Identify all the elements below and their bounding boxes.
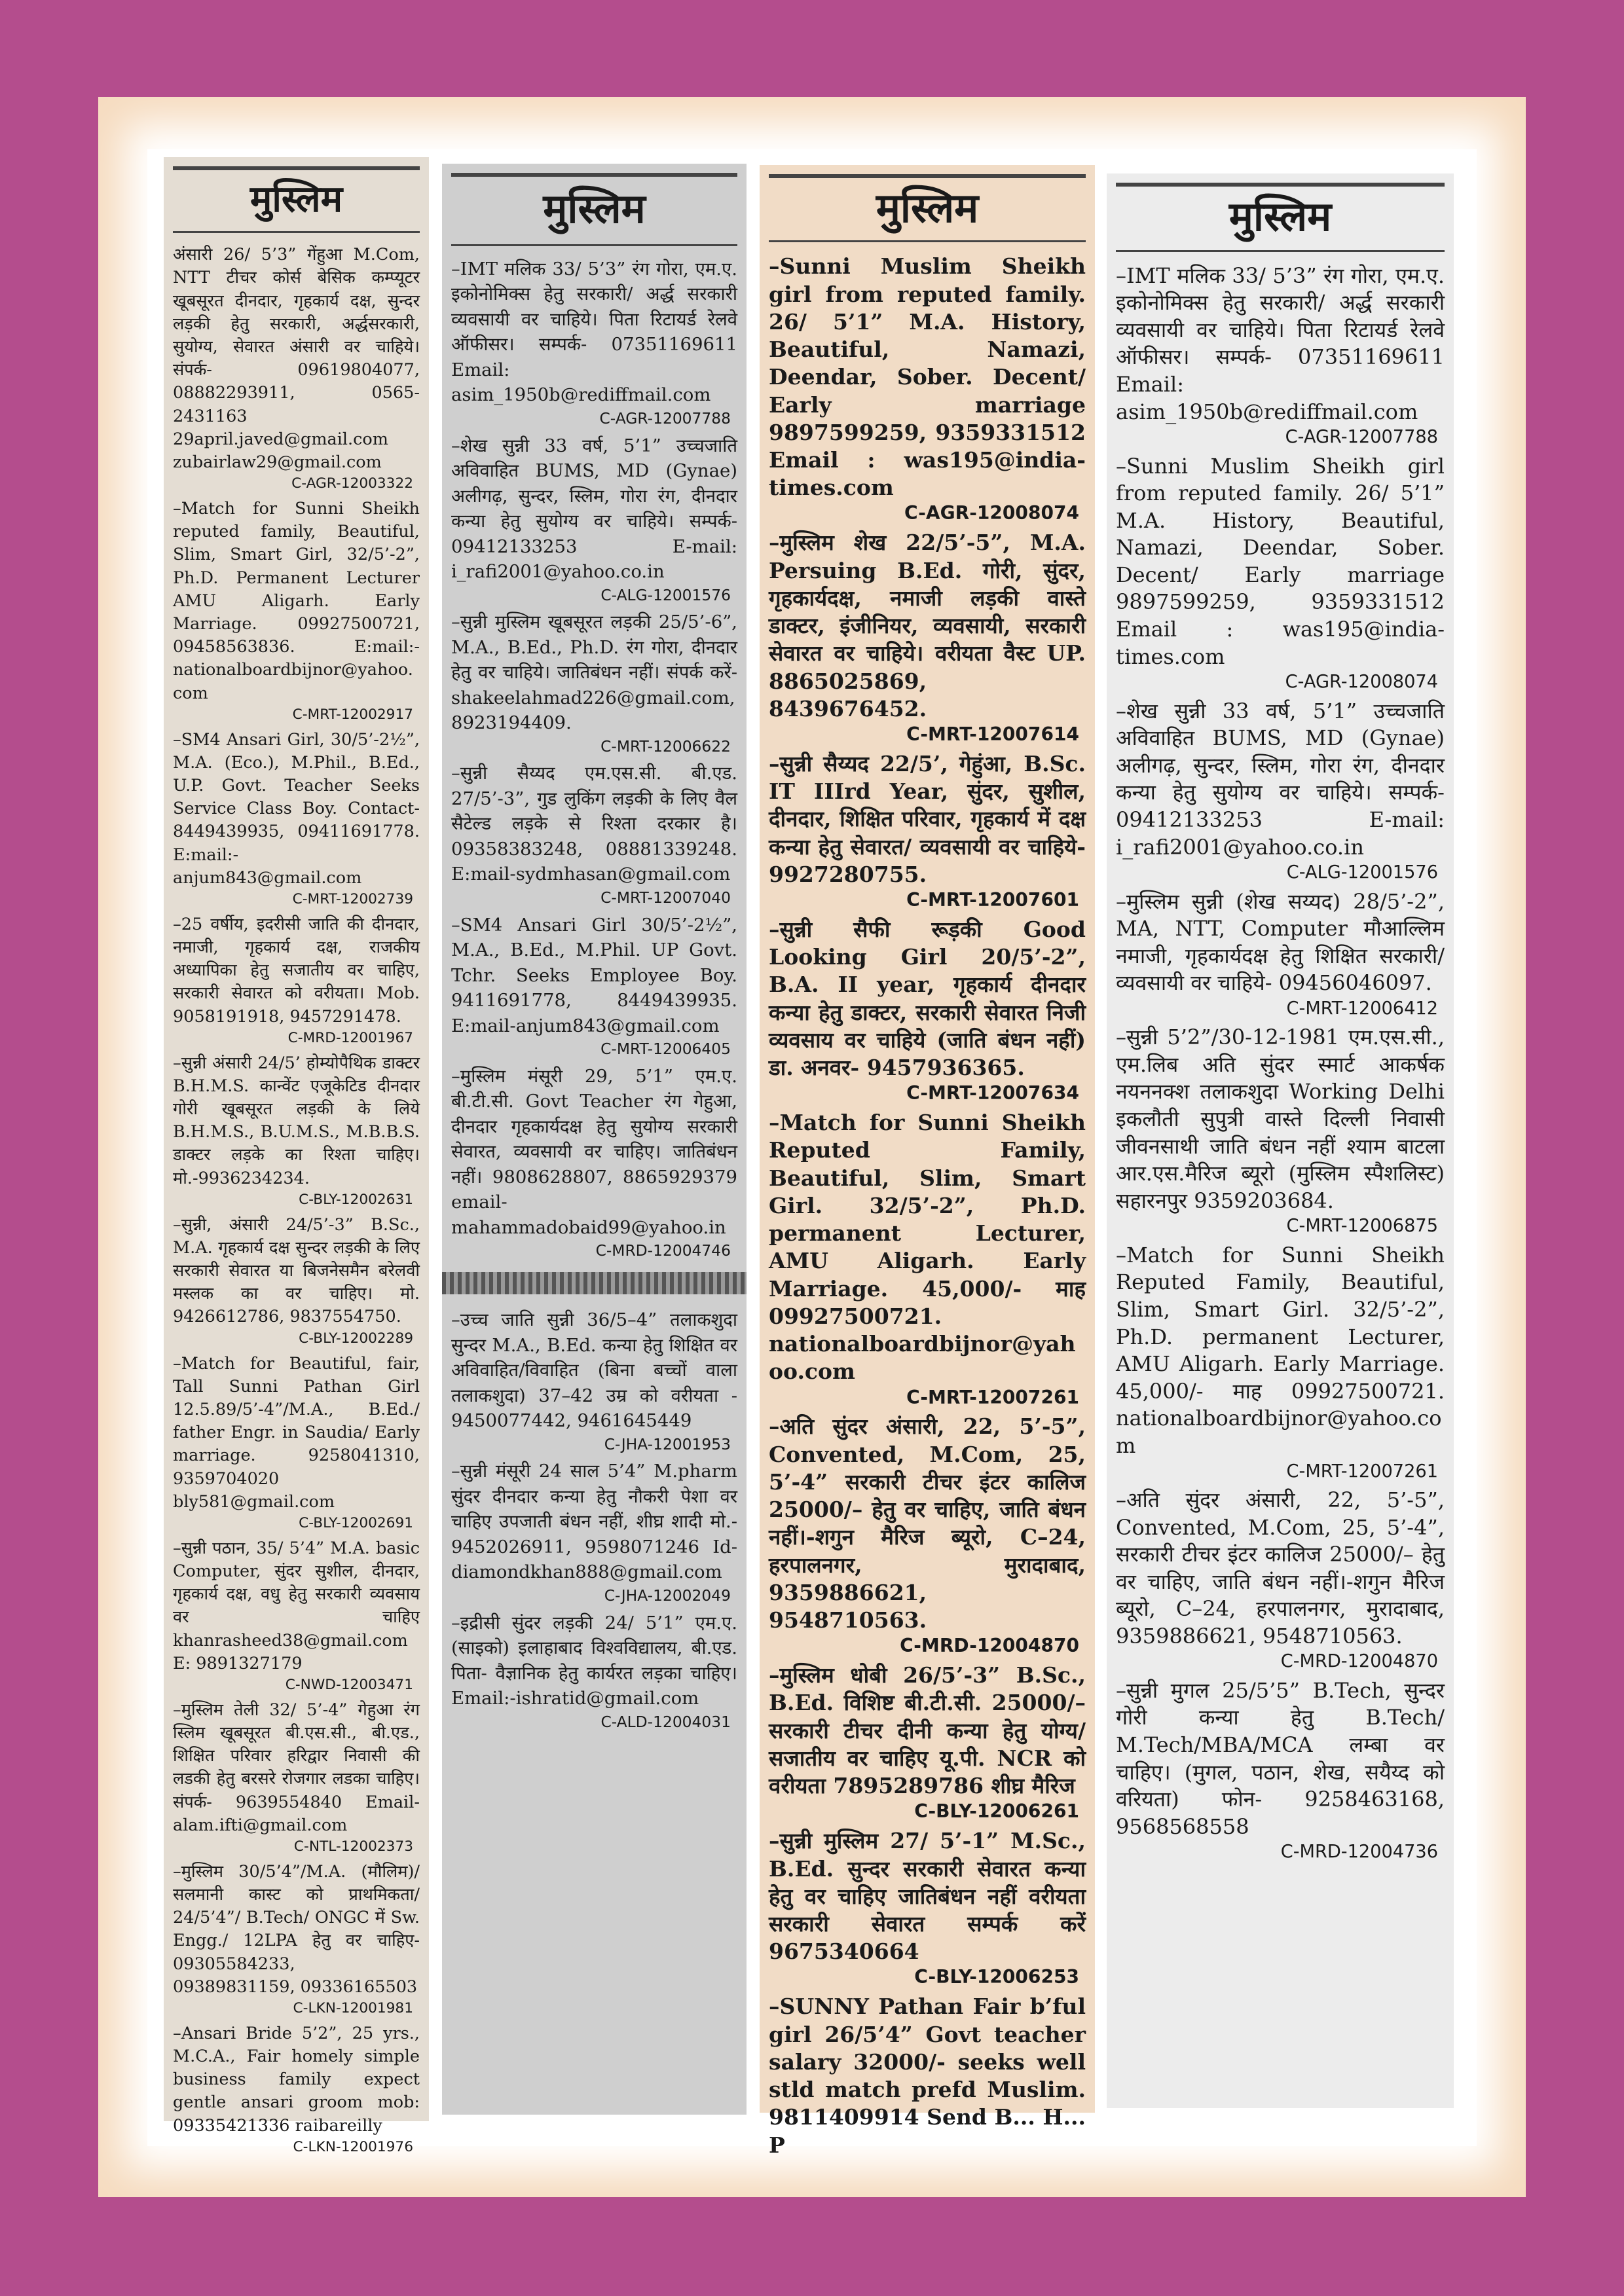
ad-reference-code: C-NTL-12002373 [293, 1838, 413, 1855]
classified-ad: –Ansari Bride 5’2”, 25 yrs., M.C.A., Fair homely simple business family expect gentle ansari groom mob: 09335421336 raibareilly [173, 2023, 420, 2136]
classified-ad: –सुन्नी सैय्यद 22/5’, गेहुंआ, B.Sc. IT IIIrd Year, सुंदर, सुशील, दीनदार, शिक्षित परिवार, गृहकार्य में दक्ष कन्या हेतु सेवारत/ व्यवसायी वर चाहिये- 9927280755. [769, 750, 1086, 887]
classified-ad: –मुस्लिम सुन्नी (शेख सय्यद) 28/5’-2”, MA, NTT, Computer मौआल्लिम नमाजी, गृहकार्यदक्ष हेतु शिक्षित सरकारी/ व्यवसायी वर चाहिये- 09456046097. [1116, 888, 1445, 996]
ad-reference-code: C-MRD-12004736 [1280, 1842, 1438, 1863]
ad-reference-code: C-AGR-12008074 [904, 502, 1079, 524]
ad-reference-code: C-MRT-12007601 [906, 889, 1079, 911]
classified-ad: –इद्रीसी सुंदर लड़की 24/ 5’1” एम.ए. (साइको) इलाहाबाद विश्वविद्यालय, बी.एड. पिता- वैज्ञानिक हेतु कार्यरत लड़का चाहिए। Email:-ishratid@gmail.com [451, 1612, 737, 1709]
classified-ad: –मुस्लिम शेख 22/5’-5”, M.A. Persuing B.Ed. गोरी, सुंदर, गृहकार्यदक्ष, नमाजी लड़की वास्ते डाक्टर, इंजीनियर, व्यवसायी, सरकारी सेवारत वर चाहिये। वरीयता वैस्ट UP. 8865025869, 8439676452. [769, 530, 1086, 721]
column-heading: मुस्लिम [173, 166, 420, 233]
ad-reference-code: C-MRT-12007261 [1286, 1461, 1438, 1482]
classified-ad: –25 वर्षीय, इदरीसी जाति की दीनदार, नमाजी, गृहकार्य दक्ष, राजकीय अध्यापिका हेतु सजातीय वर चाहिए, सरकारी सेवारत को वरीयता। Mob. 9058191918, 9457291478. [173, 914, 420, 1027]
ad-reference-code: C-MRD-12004746 [595, 1241, 731, 1260]
ad-reference-code: C-BLY-12006261 [914, 1800, 1079, 1823]
classified-ad: –मुस्लिम धोबी 26/5’-3” B.Sc., B.Ed. विशिष्ट बी.टी.सी. 25000/– सरकारी टीचर दीनी कन्या हेतु योग्य/ सजातीय वर चाहिए यू.पी. NCR को वरीयता 7895289786 शीघ्र मैरिज [769, 1662, 1086, 1799]
classified-ad: –SM4 Ansari Girl 30/5’-2½”, M.A., B.Ed., M.Phil. UP Govt. Tchr. Seeks Employee Boy. 9411691778, 8449439935. E:mail-anjum843@gmail.com [451, 914, 737, 1036]
classified-ad: –सुन्नी मुस्लिम 27/ 5’-1” M.Sc., B.Ed. सुन्दर सरकारी सेवारत कन्या हेतु वर चाहिए जातिबंधन नहीं वरीयता सरकारी सेवारत सम्पर्क करें 9675340664 [769, 1828, 1086, 1965]
ad-reference-code: C-ALG-12001576 [1286, 862, 1438, 883]
classified-ad: अंसारी 26/ 5’3” गेंहुआ M.Com, NTT टीचर कोर्स बेसिक कम्प्यूटर खूबसूरत दीनदार, गृहकार्य दक्ष, सुन्दर लड़की हेतु सरकारी, अर्द्धसरकारी, सुयोग्य, सेवारत अंसारी वर चाहिये। संपर्क- 09619804077, 08882293911, 0565-2431163 29april.javed@gmail.com zubairlaw29@gmail.com [173, 245, 420, 472]
clipping-divider [442, 1272, 747, 1294]
ad-reference-code: C-MRT-12006405 [600, 1040, 731, 1059]
classified-ad: –सुन्नी पठान, 35/ 5’4” M.A. basic Computer, सुंदर सुशील, दीनदार, गृहकार्य दक्ष, वधु हेतु सरकारी व्यवसाय वर चाहिए khanrasheed38@gmail.com E: 9891327179 [173, 1538, 420, 1673]
ad-reference-code: C-AGR-12007788 [1285, 427, 1438, 448]
classified-ad: –अति सुंदर अंसारी, 22, 5’-5”, Convented, M.Com, 25, 5’-4”, सरकारी टीचर इंटर कालिज 25000/– हेतु वर चाहिए, जाति बंधन नहीं।-शगुन मैरिज ब्यूरो, C–24, हरपालनगर, मुरादाबाद, 9359886621, 9548710563. [1116, 1487, 1445, 1649]
column-heading: मुस्लिम [1116, 183, 1445, 252]
ad-list [1116, 263, 1445, 1864]
classified-ad: –सुन्नी 5’2”/30-12-1981 एम.एस.सी., एम.लिब अति सुंदर स्मार्ट आकर्षक नयननक्श तलाकशुदा Working Delhi इकलौती सुपुत्री वास्ते दिल्ली निवासी जीवनसाथी जाति बंधन नहीं श्याम बाटला आर.एस.मैरिज ब्यूरो (मुस्लिम स्पैशलिस्ट) सहारनपुर 9359203684. [1116, 1025, 1445, 1213]
classified-ad: –सुन्नी सैय्यद एम.एस.सी. बी.एड. 27/5’-3”, गुड लुकिंग लड़की के लिए वैल सैटेल्ड लड़के से रिश्ता दरकार है। 09358383248, 08881339248. E:mail-sydmhasan@gmail.com [451, 763, 737, 885]
classified-ad: –सुन्नी मुस्लिम खूबसूरत लड़की 25/5’-6”, M.A., B.Ed., Ph.D. रंग गोरा, दीनदार हेतु वर चाहिये। जातिबंधन नहीं। संपर्क करें- shakeelahmad226@gmail.com, 8923194409. [451, 611, 737, 734]
classified-ad: –शेख सुन्नी 33 वर्ष, 5’1” उच्चजाति अविवाहित BUMS, MD (Gynae) अलीगढ़, सुन्दर, स्लिम, गोरा रंग, दीनदार कन्या हेतु सुयोग्य वर चाहिये। सम्पर्क- 09412133253 E-mail: i_rafi2001@yahoo.co.in [451, 435, 737, 583]
classified-ad: –मुस्लिम तेली 32/ 5’-4” गेहुआ रंग स्लिम खूबसूरत बी.एस.सी., बी.एड., शिक्षित परिवार हरिद्वार निवासी की लडकी हेतु बरसरे रोजगार लडका चाहिए। संपर्क- 9639554840 Email-alam.ifti@gmail.com [173, 1700, 420, 1835]
classified-ad: –उच्च जाति सुन्नी 36/5–4” तलाकशुदा सुन्दर M.A., B.Ed. कन्या हेतु शिक्षित वर अविवाहित/विवाहित (बिना बच्चों वाला तलाकशुदा) 37–42 उम्र को वरीयता - 9450077442, 9461645449 [451, 1309, 737, 1432]
classified-ad: –IMT मलिक 33/ 5’3” रंग गोरा, एम.ए. इकोनोमिक्स हेतु सरकारी/ अर्द्ध सरकारी व्यवसायी वर चाहिये। पिता रिटायर्ड रेलवे ऑफीसर। सम्पर्क- 07351169611 Email: asim_1950b@rediffmail.com [451, 258, 737, 406]
ad-reference-code: C-BLY-12002691 [299, 1514, 413, 1531]
ad-reference-code: C-BLY-12002289 [299, 1330, 413, 1347]
classified-ad: –शेख सुन्नी 33 वर्ष, 5’1” उच्चजाति अविवाहित BUMS, MD (Gynae) अलीगढ़, सुन्दर, स्लिम, गोरा रंग, दीनदार कन्या हेतु सुयोग्य वर चाहिये। सम्पर्क- 09412133253 E-mail: i_rafi2001@yahoo.co.in [1116, 698, 1445, 860]
classified-ad: –सुन्नी, अंसारी 24/5’-3” B.Sc., M.A. गृहकार्य दक्ष सुन्दर लड़की के लिए सरकारी सेवारत या बिजनेसमैन बरेलवी मस्लक का वर चाहिए। मो. 9426612786, 9837554750. [173, 1214, 420, 1327]
ad-reference-code: C-MRD-12004870 [900, 1635, 1079, 1657]
clipping-column-3 [760, 165, 1095, 2158]
ad-reference-code: C-JHA-12002049 [604, 1586, 731, 1605]
ad-reference-code: C-ALG-12001576 [600, 585, 731, 604]
ad-reference-code: C-BLY-12002631 [299, 1191, 413, 1208]
clipping-column-4 [1107, 173, 1454, 2108]
classified-ad: –Match for Sunni Sheikh Reputed Family, Beautiful, Slim, Smart Girl. 32/5’-2”, Ph.D. permanent Lecturer, AMU Aligarh. Early Marriage. 45,000/- माह 09927500721. nationalboardbijnor@yahoo.com [1116, 1242, 1445, 1458]
ad-reference-code: C-MRT-12002739 [292, 890, 413, 907]
classified-ad: –Sunni Muslim Sheikh girl from reputed family. 26/ 5’1” M.A. History, Beautiful, Namazi, Deendar, Sober. Decent/ Early marriage 9897599259, 9359331512 Email : was195@india-times.com [1116, 453, 1445, 669]
ad-list [173, 244, 420, 2157]
ad-reference-code: C-NWD-12003471 [285, 1676, 413, 1693]
ad-reference-code: C-MRT-12007040 [600, 888, 731, 907]
classified-ad: –मुस्लिम 30/5’4”/M.A. (मौलिम)/ सलमानी कास्ट को प्राथमिकता/ 24/5’4”/ B.Tech/ ONGC में Sw. Engg./ 12LPA हेतु वर चाहिए- 09305584233, 09389831159, 09336165503 [173, 1861, 420, 1997]
ad-reference-code: C-BLY-12006253 [914, 1966, 1079, 1988]
classified-ad: –Match for Sunni Sheikh reputed family, Beautiful, Slim, Smart Girl, 32/5’-2”, Ph.D. Permanent Lecturer AMU Aligarh. Early Marriage. 09927500721, 09458563836. E:mail:-nationalboardbijnor@yahoo.com [173, 499, 420, 703]
classified-ad: –सुन्नी मंसूरी 24 साल 5’4” M.pharm सुंदर दीनदार कन्या हेतु नौकरी पेशा वर चाहिए उपजाती बंधन नहीं, शीघ्र शादी मो.- 9452026911, 9598071246 Id-diamondkhan888@gmail.com [451, 1461, 737, 1583]
ad-reference-code: C-MRD-12001967 [287, 1029, 413, 1046]
clipping-column-1 [164, 157, 429, 2155]
ad-reference-code: C-MRD-12004870 [1280, 1651, 1438, 1672]
classified-ad: –सुन्नी सैफी रूड़की Good Looking Girl 20/5’-2”, B.A. II year, गृहकार्य दीनदार कन्या हेतु डाक्टर, सरकारी सेवारत निजी व्यवसाय वर चाहिये (जाति बंधन नहीं) डा. अनवर- 9457936365. [769, 916, 1086, 1081]
ad-reference-code: C-MRT-12002917 [292, 706, 413, 723]
ad-reference-code: C-ALD-12004031 [600, 1712, 731, 1731]
ad-reference-code: C-LKN-12001976 [293, 2138, 413, 2155]
column-heading: मुस्लिम [451, 173, 737, 246]
classified-ad: –SUNNY Pathan Fair b’ful girl 26/5’4” Govt teacher salary 32000/- seeks well stld match prefd Muslim. 9811409914 Send B... H... P [769, 1994, 1086, 2158]
classified-ad: –सुन्नी मुगल 25/5’5” B.Tech, सुन्दर गोरी कन्या हेतु B.Tech/ M.Tech/MBA/MCA लम्बा वर चाहिए। (मुगल, पठान, शेख, सयैय्द को वरियता) फोन- 9258463168, 9568568558 [1116, 1677, 1445, 1839]
ad-reference-code: C-LKN-12001981 [293, 1999, 413, 2016]
classified-ad: –अति सुंदर अंसारी, 22, 5’-5”, Convented, M.Com, 25, 5’-4” सरकारी टीचर इंटर कालिज 25000/– हेतु वर चाहिए, जाति बंधन नहीं।-शगुन मैरिज ब्यूरो, C–24, हरपालनगर, मुरादाबाद, 9359886621, 9548710563. [769, 1413, 1086, 1633]
ad-reference-code: C-MRT-12006875 [1286, 1216, 1438, 1237]
classified-ad: –SM4 Ansari Girl, 30/5’-2½”, M.A. (Eco.), M.Phil., B.Ed., U.P. Govt. Teacher Seeks Service Class Boy. Contact- 8449439935, 09411691778. E:mail:-anjum843@gmail.com [173, 729, 420, 888]
ad-reference-code: C-MRT-12006622 [600, 737, 731, 756]
ad-list [451, 257, 737, 1732]
classified-ad: –Match for Sunni Sheikh Reputed Family, Beautiful, Slim, Smart Girl. 32/5’-2”, Ph.D. permanent Lecturer, AMU Aligarh. Early Marriage. 45,000/- माह 09927500721. nationalboardbijnor@yahoo.com [769, 1110, 1086, 1385]
classified-ad: –मुस्लिम मंसूरी 29, 5’1” एम.ए. बी.टी.सी. Govt Teacher रंग गेहुआ, दीनदार गृहकार्यदक्ष हेतु सुयोग्य सरकारी सेवारत, व्यवसायी वर चाहिए। जातिबंधन नहीं। 9808628807, 8865929379 email-mahammadobaid99@yahoo.in [451, 1065, 737, 1238]
ad-reference-code: C-MRT-12007614 [906, 723, 1079, 745]
classified-ad: –सुन्नी अंसारी 24/5’ होम्योपैथिक डाक्टर B.H.M.S. कान्वेंट एजूकेटिड दीनदार गोरी खूबसूरत लड़की के लिये B.H.M.S., B.U.M.S., M.B.B.S. डाक्टर लड़के का रिश्ता चाहिए। मो.-9936234234. [173, 1053, 420, 1188]
ad-list [769, 253, 1086, 2159]
classified-ad: –Sunni Muslim Sheikh girl from reputed family. 26/ 5’1” M.A. History, Beautiful, Namazi, Deendar, Sober. Decent/ Early marriage 9897599259, 9359331512 Email : was195@india-times.com [769, 253, 1086, 501]
ad-reference-code: C-AGR-12008074 [1285, 672, 1438, 693]
ad-reference-code: C-JHA-12001953 [604, 1434, 731, 1453]
classified-ad: –IMT मलिक 33/ 5’3” रंग गोरा, एम.ए. इकोनोमिक्स हेतु सरकारी/ अर्द्ध सरकारी व्यवसायी वर चाहिये। पिता रिटायर्ड रेलवे ऑफीसर। सम्पर्क- 07351169611 Email: asim_1950b@rediffmail.com [1116, 263, 1445, 424]
ad-reference-code: C-MRT-12007261 [906, 1386, 1079, 1408]
ad-reference-code: C-AGR-12007788 [599, 409, 731, 428]
ad-reference-code: C-AGR-12003322 [291, 475, 413, 492]
column-heading: मुस्लिम [769, 174, 1086, 242]
classified-ad: –Match for Beautiful, fair, Tall Sunni Pathan Girl 12.5.89/5’-4”/M.A., B.Ed./ father Engr. in Saudia/ Early marriage. 9258041310, 9359704020 bly581@gmail.com [173, 1353, 420, 1512]
ad-reference-code: C-MRT-12006412 [1286, 998, 1438, 1019]
clipping-column-2 [442, 164, 747, 2115]
ad-reference-code: C-MRT-12007634 [906, 1082, 1079, 1104]
